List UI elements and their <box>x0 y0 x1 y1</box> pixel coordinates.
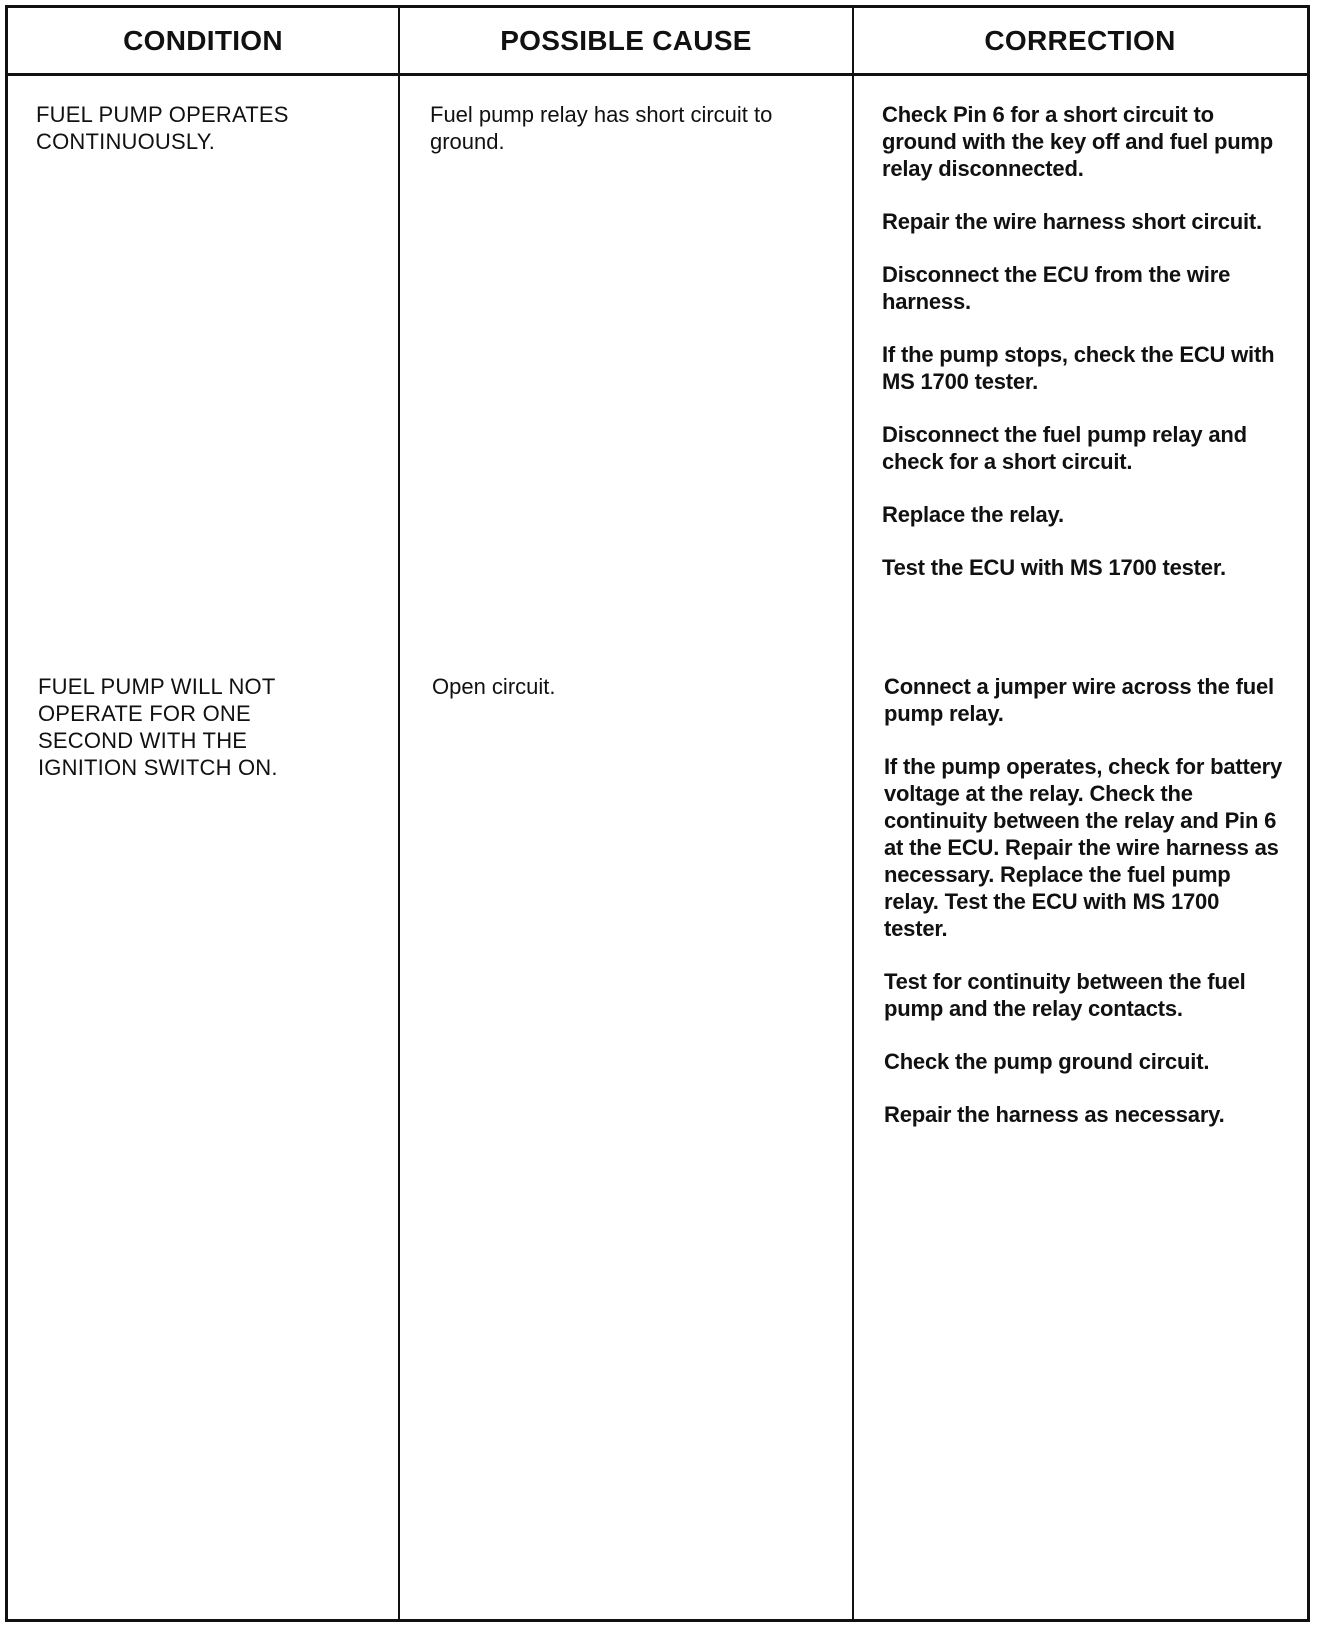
column-divider-2 <box>852 8 854 1619</box>
row-2-condition: FUEL PUMP WILL NOT OPERATE FOR ONE SECOND WITH THE IGNITION SWITCH ON. <box>38 674 278 780</box>
row-2-correction-item: If the pump operates, check for battery voltage at the relay. Check the continuity between the relay and Pin 6 at the ECU. Repair the wire harness as necessary. Replace the fuel pump relay. Test the ECU with MS 1700 tester. <box>884 754 1283 941</box>
row-1-cause: Fuel pump relay has short circuit to ground. <box>430 102 773 154</box>
header-possible-cause: POSSIBLE CAUSE <box>500 24 752 56</box>
row-1-corrections <box>882 101 1282 607</box>
row-1-correction-item: Check Pin 6 for a short circuit to ground with the key off and fuel pump relay disconnected. <box>882 102 1274 181</box>
row-1-correction-item: If the pump stops, check the ECU with MS 1700 tester. <box>882 342 1275 394</box>
row-2-cause: Open circuit. <box>432 674 556 699</box>
row-2-correction-item: Test for continuity between the fuel pump and the relay contacts. <box>884 969 1246 1021</box>
row-1-correction-item: Disconnect the ECU from the wire harness. <box>882 262 1231 314</box>
row-2-corrections <box>884 673 1284 1154</box>
header-correction: CORRECTION <box>984 24 1176 56</box>
row-1-correction-item: Repair the wire harness short circuit. <box>882 209 1262 234</box>
column-divider-1 <box>398 8 400 1619</box>
row-1-correction-item: Disconnect the fuel pump relay and check for a short circuit. <box>882 422 1247 474</box>
row-1-correction-item: Test the ECU with MS 1700 tester. <box>882 555 1226 580</box>
row-2-correction-item: Repair the harness as necessary. <box>884 1102 1225 1127</box>
header-rule <box>8 73 1307 76</box>
row-2-correction-item: Connect a jumper wire across the fuel pump relay. <box>884 674 1274 726</box>
row-1-condition: FUEL PUMP OPERATES CONTINUOUSLY. <box>36 102 289 154</box>
troubleshooting-table <box>5 5 1310 1622</box>
header-condition: CONDITION <box>123 24 283 56</box>
row-2-correction-item: Check the pump ground circuit. <box>884 1049 1210 1074</box>
row-1-correction-item: Replace the relay. <box>882 502 1064 527</box>
